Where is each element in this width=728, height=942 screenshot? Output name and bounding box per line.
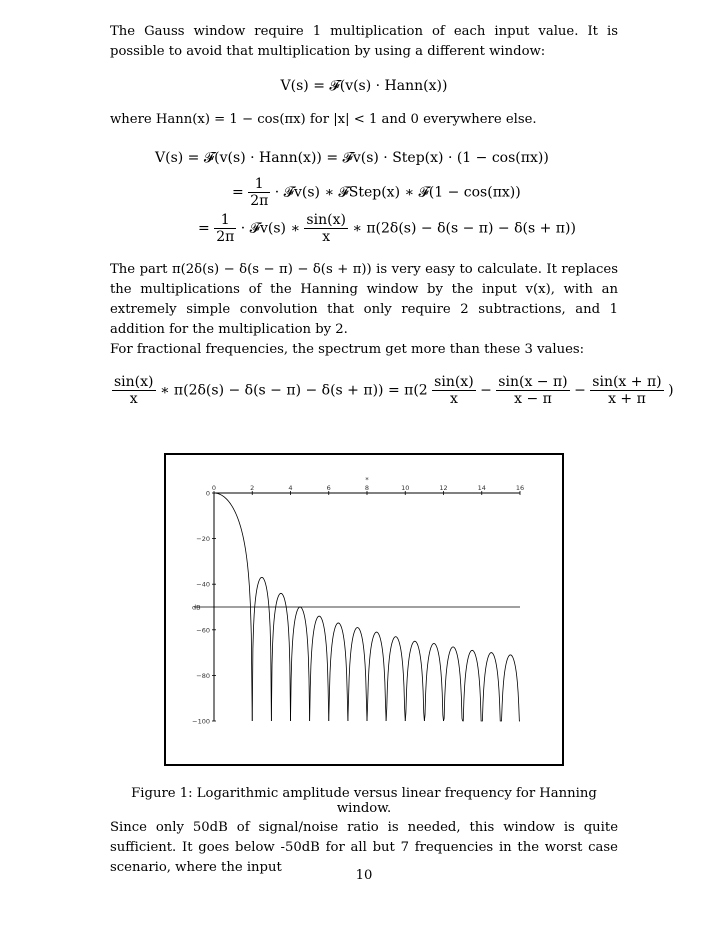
fraction-numerator: sin(x) [114, 374, 154, 390]
equation-derivation-line1: V(s) = 𝓕(v(s) · Hann(x)) = 𝓕v(s) · Step(x) · (1 − cos(πx)) [155, 150, 549, 166]
fraction-numerator: sin(x) [434, 374, 474, 390]
fraction-numerator: 1 [220, 212, 230, 228]
y-tick-label: −60 [196, 626, 210, 635]
fraction-denominator: x [432, 390, 476, 407]
eq-symbol: = [198, 220, 210, 237]
paragraph-fractional: For fractional frequencies, the spectrum get more than these 3 values: [110, 342, 585, 357]
hanning-spectrum-chart [166, 455, 562, 764]
side-lobe-curve [424, 643, 443, 721]
fraction-denominator: x − π [496, 390, 569, 407]
fraction-numerator: sin(x) [306, 212, 346, 228]
x-tick-label: 12 [439, 484, 448, 492]
side-lobe-curve [348, 628, 367, 721]
equation-derivation-line3 [198, 212, 576, 245]
figure-caption: Figure 1: Logarithmic amplitude versus linear frequency for Hanning window. [131, 786, 597, 816]
eq-close: ) [668, 382, 674, 399]
fraction-numerator: sin(x − π) [498, 374, 568, 390]
paragraph-hann-definition: where Hann(x) = 1 − cos(πx) for |x| < 1 and 0 everywhere else. [110, 112, 537, 127]
x-tick-label: 16 [515, 484, 525, 492]
y-tick-label: 0 [205, 489, 210, 498]
page-number: 10 [355, 868, 373, 883]
fraction [590, 374, 663, 407]
x-tick-label: 4 [288, 484, 293, 492]
side-lobe-curve [367, 632, 386, 721]
y-tick-label: −100 [192, 717, 210, 726]
eq-mid: ∗ π(2δ(s) − δ(s − π) − δ(s + π)) = π(2 [159, 382, 428, 399]
equation-derivation-line2 [232, 176, 521, 209]
y-axis-label: dB [192, 603, 201, 612]
fraction-denominator: x + π [590, 390, 663, 407]
side-lobe-curve [291, 607, 310, 721]
equation-fractional-spectrum [112, 374, 674, 407]
fraction [304, 212, 348, 245]
paragraph-gauss-window: The Gauss window require 1 multiplication of each input value. It is possible to avoid that multiplication by using a different window: [110, 24, 618, 59]
side-lobe-curve [501, 655, 520, 721]
side-lobe-curve [310, 616, 329, 721]
y-tick-label: −40 [196, 580, 210, 589]
fraction [432, 374, 476, 407]
fraction [248, 176, 270, 209]
x-tick-label: 8 [364, 484, 370, 492]
fraction-numerator: sin(x + π) [592, 374, 662, 390]
eq-rest: · 𝓕v(s) ∗ 𝓕Step(x) ∗ 𝓕(1 − cos(πx)) [274, 184, 521, 201]
x-tick-label: 6 [326, 484, 331, 492]
fraction [214, 212, 236, 245]
side-lobe-curve [252, 577, 271, 721]
x-tick-label: 14 [477, 484, 486, 492]
x-tick-label: 10 [401, 484, 410, 492]
side-lobe-curve [444, 647, 463, 721]
fraction-denominator: 2π [216, 229, 235, 245]
side-lobe-curve [329, 623, 348, 721]
x-tick-label: 0 [211, 484, 217, 492]
x-tick-label: 2 [250, 484, 255, 492]
fraction [496, 374, 569, 407]
y-tick-label: −80 [196, 671, 210, 680]
fraction-denominator: x [112, 390, 156, 407]
side-lobe-curve [386, 637, 405, 721]
y-tick-label: −20 [196, 535, 210, 544]
paragraph-easy-calc: The part π(2δ(s) − δ(s − π) − δ(s + π)) is very easy to calculate. It replaces the multiplications of the Hanning window by the input v(x), with an extremely simple convolution that only require 2 subtractions, and 1 addition for the multiplication by 2. [110, 262, 618, 337]
figure-frame [164, 453, 564, 766]
eq-symbol: = [232, 184, 244, 201]
side-lobe-curve [271, 593, 290, 721]
side-lobe-curve [482, 653, 501, 721]
side-lobe-curve [405, 641, 424, 721]
side-lobe-curve [463, 650, 482, 721]
fraction-denominator: x [304, 228, 348, 245]
fraction-denominator: 2π [250, 193, 269, 209]
x-marker-label: * [365, 476, 369, 484]
eq-minus: − [574, 382, 586, 399]
fraction-numerator: 1 [254, 176, 264, 192]
eq-minus: − [480, 382, 492, 399]
fraction [112, 374, 156, 407]
eq-mid: · 𝓕v(s) ∗ [240, 220, 300, 237]
eq-rest: ∗ π(2δ(s) − δ(s − π) − δ(s + π)) [352, 220, 576, 237]
paragraph-sufficient: Since only 50dB of signal/noise ratio is needed, this window is quite sufficient. It goes below -50dB for all but 7 frequencies in the worst case scenario, where the input [110, 820, 618, 875]
equation-hann-transform: V(s) = 𝓕(v(s) · Hann(x)) [280, 78, 448, 94]
